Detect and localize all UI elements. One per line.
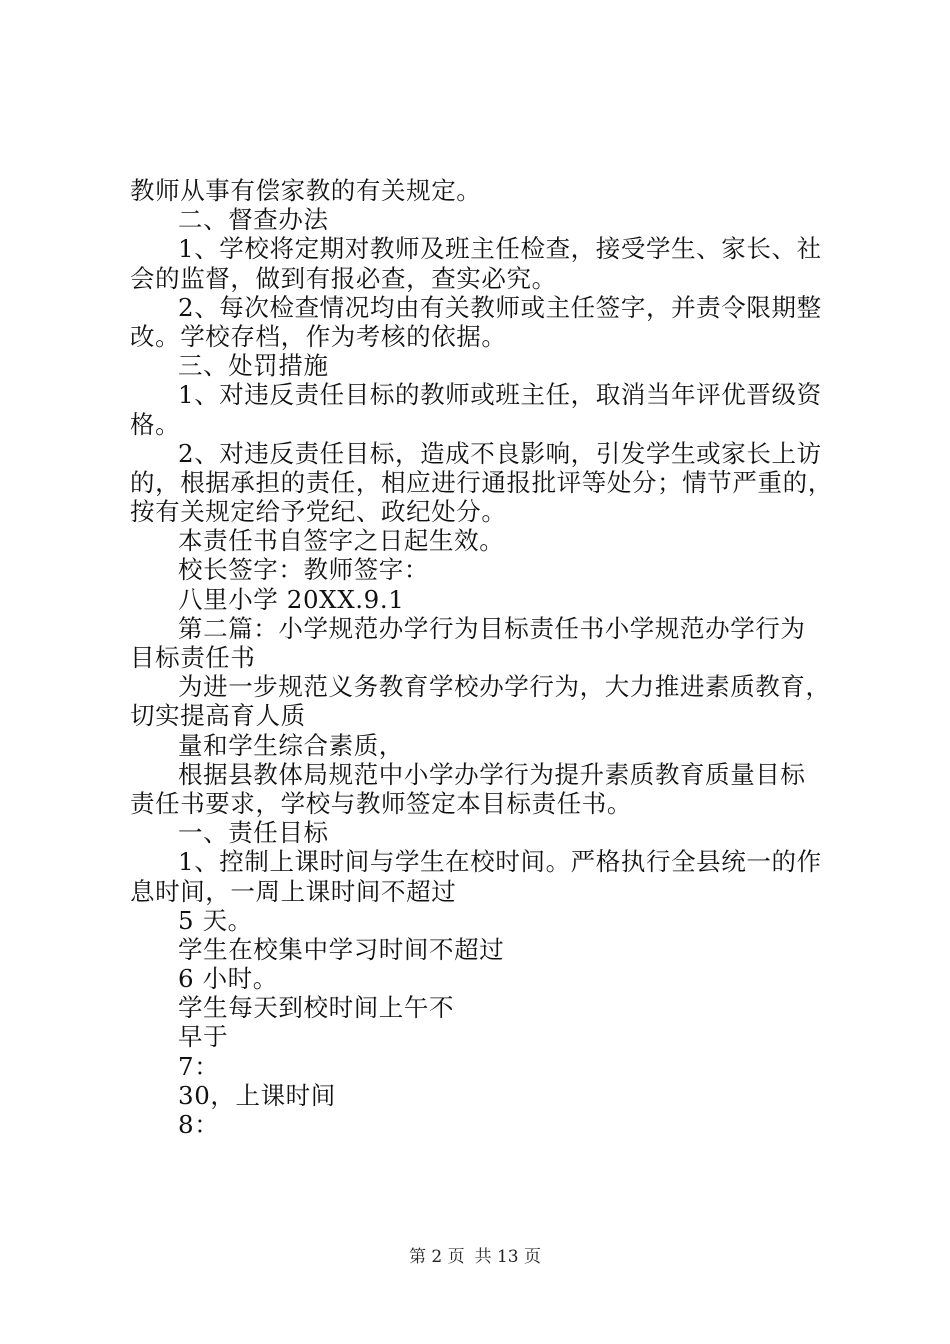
text-line: 格。	[130, 409, 181, 439]
text-line: 根据县教体局规范中小学办学行为提升素质教育质量目标	[178, 759, 806, 789]
text-line: 二、督查办法	[178, 205, 329, 235]
text-line: 按有关规定给予党纪、政纪处分。	[130, 497, 507, 527]
text-line: 八里小学 20XX.9.1	[178, 584, 405, 614]
text-line: 1、学校将定期对教师及班主任检查，接受学生、家长、社	[178, 234, 822, 264]
text-line: 学生每天到校时间上午不	[178, 993, 455, 1023]
text-line: 1、对违反责任目标的教师或班主任，取消当年评优晋级资	[178, 380, 822, 410]
text-line: 责任书要求，学校与教师签定本目标责任书。	[130, 788, 632, 818]
text-line: 量和学生综合素质，	[178, 730, 404, 760]
text-line: 会的监督，做到有报必查，查实必究。	[130, 263, 557, 293]
text-line: 2、每次检查情况均由有关教师或主任签字，并责令限期整	[178, 292, 822, 322]
text-line: 2、对违反责任目标，造成不良影响，引发学生或家长上访	[178, 438, 822, 468]
text-line: 目标责任书	[130, 643, 256, 672]
page-footer	[0, 1242, 950, 1267]
text-line: 第二篇：小学规范办学行为目标责任书小学规范办学行为	[178, 613, 806, 643]
document-body	[130, 176, 840, 1139]
text-line: 校长签字：教师签字：	[178, 555, 429, 585]
page-total: 共 13 页	[474, 1247, 542, 1267]
text-line: 学生在校集中学习时间不超过	[178, 934, 505, 964]
text-line: 30，上课时间	[178, 1080, 336, 1110]
text-line: 6 小时。	[178, 964, 278, 994]
text-line: 为进一步规范义务教育学校办学行为，大力推进素质教育，	[178, 672, 831, 702]
text-line: 7：	[178, 1051, 220, 1081]
text-line: 教师从事有偿家教的有关规定。	[130, 176, 482, 205]
text-line: 5 天。	[178, 905, 253, 935]
text-line: 本责任书自签字之日起生效。	[178, 526, 505, 556]
text-line: 息时间，一周上课时间不超过	[130, 876, 457, 906]
text-line: 一、责任目标	[178, 818, 329, 848]
text-line: 三、处罚措施	[178, 351, 329, 381]
text-line: 1、控制上课时间与学生在校时间。严格执行全县统一的作	[178, 847, 822, 877]
text-line: 切实提高育人质	[130, 701, 306, 731]
text-line: 8：	[178, 1110, 220, 1139]
text-line: 的，根据承担的责任，相应进行通报批评等处分；情节严重的，	[130, 467, 833, 497]
page-number: 第 2 页	[408, 1247, 465, 1267]
text-line: 早于	[178, 1022, 229, 1052]
text-line: 改。学校存档，作为考核的依据。	[130, 321, 507, 351]
